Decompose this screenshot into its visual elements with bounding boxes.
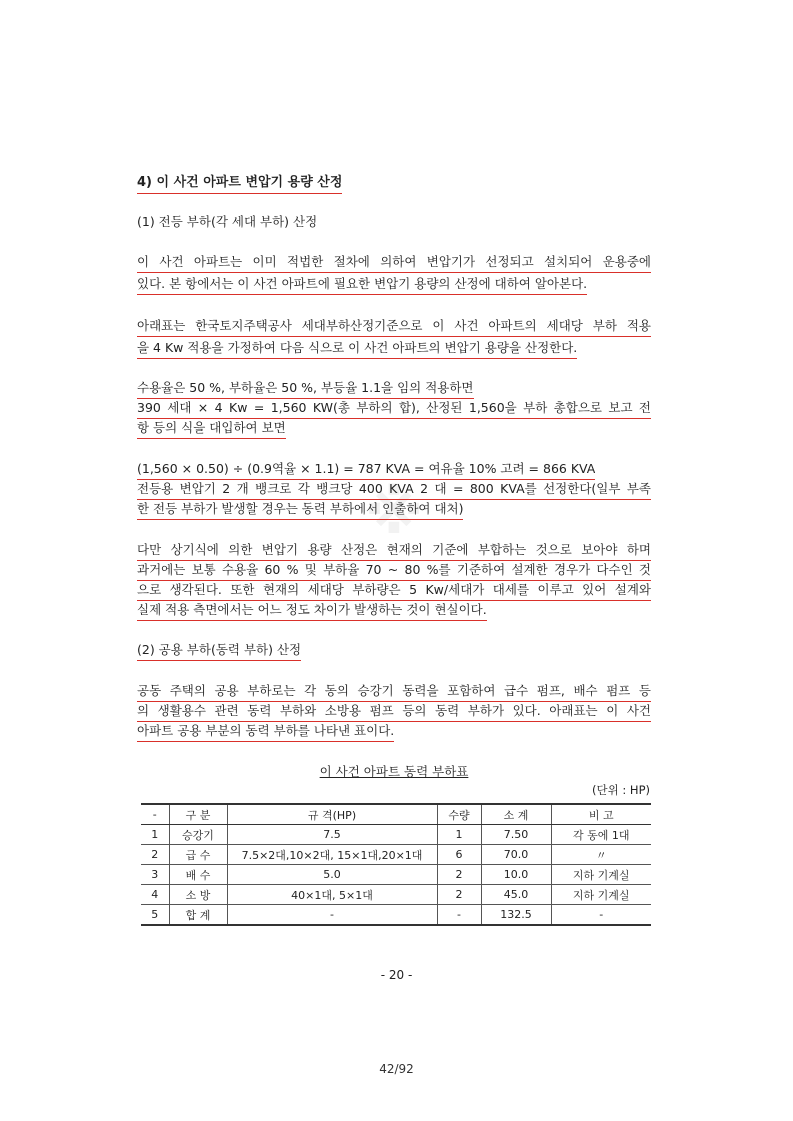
watermark: ※ bbox=[364, 478, 436, 548]
table-cell: 각 동에 1대 bbox=[551, 825, 651, 845]
table-caption: 이 사건 아파트 동력 부하표 bbox=[319, 764, 469, 779]
table-cell: 급 수 bbox=[169, 845, 227, 865]
table-cell: 2 bbox=[437, 865, 481, 885]
table-cell: 지하 기계실 bbox=[551, 885, 651, 905]
subsection-title-2: (2) 공용 부하(동력 부하) 산정 bbox=[137, 640, 301, 661]
column-header: 구 분 bbox=[169, 804, 227, 825]
table-cell: - bbox=[227, 905, 437, 926]
table-cell: 합 계 bbox=[169, 905, 227, 926]
paragraph-3-line-2: 390 세대 × 4 Kw = 1,560 KW(총 부하의 합), 산정된 1,560을 부하 총합으로 보고 전 bbox=[137, 398, 651, 419]
column-header: 소 계 bbox=[481, 804, 551, 825]
paragraph-6-line-1: 공동 주택의 공용 부하로는 각 동의 승강기 동력을 포함하여 급수 펌프, 배수 펌프 등 bbox=[137, 681, 651, 702]
paragraph-6-line-2: 의 생활용수 관련 동력 부하와 소방용 펌프 등의 동력 부하가 있다. 아래표는 이 사건 bbox=[137, 701, 651, 722]
table-cell: 3 bbox=[141, 865, 169, 885]
paragraph-3-line-3: 항 등의 식을 대입하여 보면 bbox=[137, 418, 286, 439]
table-cell: 〃 bbox=[551, 845, 651, 865]
table-cell: 132.5 bbox=[481, 905, 551, 926]
table-cell: 배 수 bbox=[169, 865, 227, 885]
paragraph-1-line-2: 있다. 본 항에서는 이 사건 아파트에 필요한 변압기 용량의 산정에 대하여 알아본다. bbox=[137, 274, 587, 295]
paragraph-2-line-1: 아래표는 한국토지주택공사 세대부하산정기준으로 이 사건 아파트의 세대당 부하 적용 bbox=[137, 316, 651, 337]
table-cell: 1 bbox=[141, 825, 169, 845]
paragraph-4-line-1: (1,560 × 0.50) ÷ (0.9역율 × 1.1) = 787 KVA = 여유율 10% 고려 = 866 KVA bbox=[137, 459, 595, 480]
table-row bbox=[141, 845, 651, 865]
paragraph-1-line-1: 이 사건 아파트는 이미 적법한 절차에 의하여 변압기가 선정되고 설치되어 운용중에 bbox=[137, 252, 651, 273]
column-header: 비 고 bbox=[551, 804, 651, 825]
page-number: - 20 - bbox=[380, 968, 413, 982]
table-row bbox=[141, 905, 651, 926]
power-load-table bbox=[141, 803, 651, 926]
table-row bbox=[141, 865, 651, 885]
table-cell: 40×1대, 5×1대 bbox=[227, 885, 437, 905]
section-title: 4) 이 사건 아파트 변압기 용량 산정 bbox=[137, 173, 342, 194]
paragraph-6-line-3: 아파트 공용 부분의 동력 부하를 나타낸 표이다. bbox=[137, 721, 394, 742]
table-cell: 1 bbox=[437, 825, 481, 845]
table-cell: 2 bbox=[437, 885, 481, 905]
column-header: - bbox=[141, 804, 169, 825]
table-row bbox=[141, 825, 651, 845]
table-cell: 4 bbox=[141, 885, 169, 905]
subsection-title-1: (1) 전등 부하(각 세대 부하) 산정 bbox=[137, 214, 318, 229]
paragraph-5-line-1: 다만 상기식에 의한 변압기 용량 산정은 현재의 기준에 부합하는 것으로 보아야 하며 bbox=[137, 540, 651, 561]
paragraph-5-line-3: 으로 생각된다. 또한 현재의 세대당 부하량은 5 Kw/세대가 대세를 이루고 있어 설계와 bbox=[137, 580, 651, 601]
table-cell: 지하 기계실 bbox=[551, 865, 651, 885]
table-cell: 10.0 bbox=[481, 865, 551, 885]
table-cell: 45.0 bbox=[481, 885, 551, 905]
paragraph-3-line-1: 수용율은 50 %, 부하율은 50 %, 부등율 1.1을 임의 적용하면 bbox=[137, 378, 474, 399]
table-cell: 7.50 bbox=[481, 825, 551, 845]
pdf-page-indicator: 42/92 bbox=[379, 1062, 414, 1076]
table-cell: 7.5 bbox=[227, 825, 437, 845]
table-cell: 70.0 bbox=[481, 845, 551, 865]
paragraph-4-line-2: 전등용 변압기 2 개 뱅크로 각 뱅크당 400 KVA 2 대 = 800 KVA를 선정한다(일부 부족 bbox=[137, 479, 651, 500]
table-cell: - bbox=[551, 905, 651, 926]
table-cell: 2 bbox=[141, 845, 169, 865]
table-cell: 7.5×2대,10×2대, 15×1대,20×1대 bbox=[227, 845, 437, 865]
table-cell: 5.0 bbox=[227, 865, 437, 885]
table-row bbox=[141, 885, 651, 905]
table-cell: 5 bbox=[141, 905, 169, 926]
table-cell: 6 bbox=[437, 845, 481, 865]
paragraph-5-line-4: 실제 적용 측면에서는 어느 정도 차이가 발생하는 것이 현실이다. bbox=[137, 600, 487, 621]
column-header: 규 격(HP) bbox=[227, 804, 437, 825]
table-cell: - bbox=[437, 905, 481, 926]
table-cell: 소 방 bbox=[169, 885, 227, 905]
column-header: 수량 bbox=[437, 804, 481, 825]
table-unit: (단위 : HP) bbox=[592, 783, 650, 797]
table-cell: 승강기 bbox=[169, 825, 227, 845]
table-header-row bbox=[141, 804, 651, 825]
paragraph-2-line-2: 을 4 Kw 적용을 가정하여 다음 식으로 이 사건 아파트의 변압기 용량을 산정한다. bbox=[137, 338, 577, 359]
paragraph-4-line-3: 한 전등 부하가 발생할 경우는 동력 부하에서 인출하여 대처) bbox=[137, 499, 463, 520]
paragraph-5-line-2: 과거에는 보통 수용율 60 % 및 부하율 70 ~ 80 %를 기준하여 설계한 경우가 다수인 것 bbox=[137, 560, 651, 581]
